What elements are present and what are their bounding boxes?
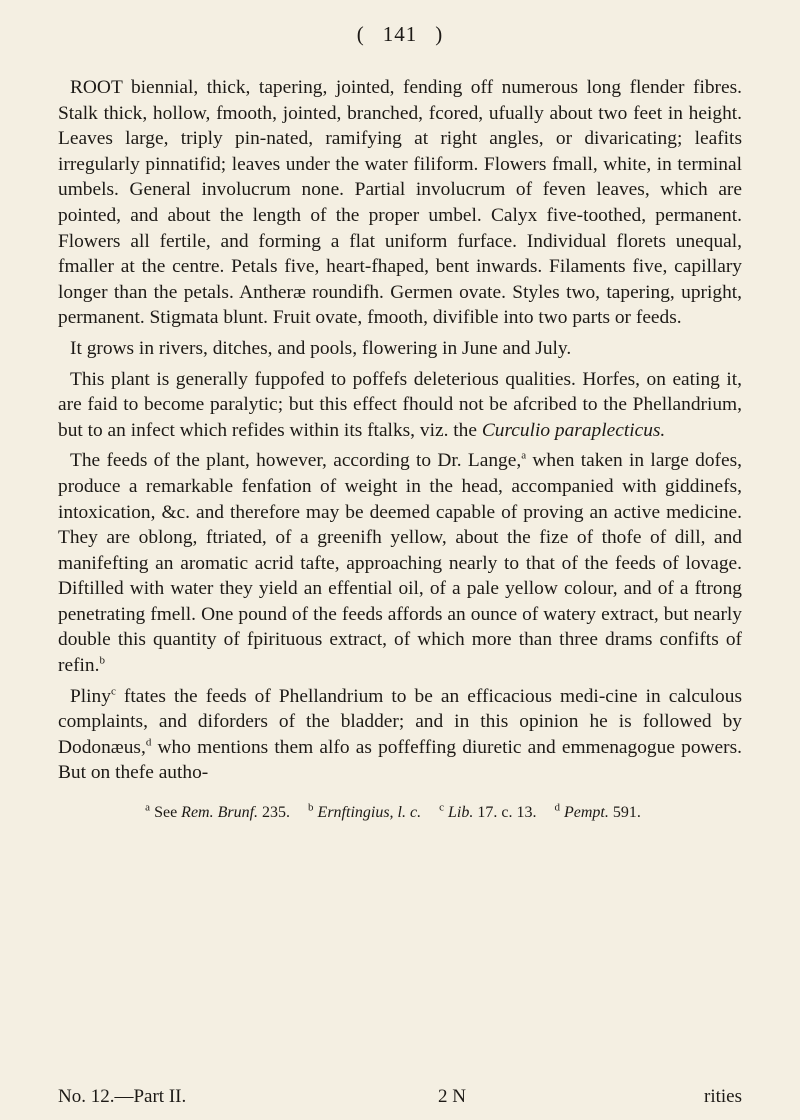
page-footer (58, 1086, 742, 1108)
species-name: Curculio paraplecticus. (481, 419, 666, 441)
footnote-ref-a: a (521, 449, 527, 462)
footnote-ref-d: d (145, 736, 152, 749)
footnote-b: $^b$ Ernftingius, l. c. (308, 801, 422, 822)
footnote-d: $^d$ Pempt. 591. (554, 801, 641, 822)
page-number-header: ( 141 ) (356, 22, 444, 46)
signature-mark: 2 N (438, 1086, 466, 1107)
paragraph-seeds: The feeds of the plant, however, according to Dr. Lange,$^a$ when taken in large dofes, produce a remarkable fenfation of weight in the head, accompanied with giddinefs, intoxication, &c. and therefore may be deemed capable of proving an active medicine. They are oblong, ftriated, of a greenifh yellow, about the fize of thofe of dill, and manifefting an aromatic acrid tafte, approaching nearly to that of the feeds of lovage. Diftilled with water they yield an effential oil, of a pale yellow colour, and of a ftrong penetrating fmell. One pound of the feeds affords an ounce of watery extract, but nearly double this quantity of fpirituous extract, of which more than three drams confifts of refin.$^b$ (58, 449, 742, 677)
footnote-ref-c: c (110, 685, 116, 698)
issue-label: No. 12.—Part II. (58, 1086, 187, 1107)
footnote-ref-b: b (99, 654, 105, 667)
footnotes (58, 802, 742, 824)
page (58, 22, 742, 824)
catchword: rities (704, 1086, 742, 1107)
page-number: 141 (382, 22, 418, 46)
paragraph-pliny: Pliny$^c$ ftates the feeds of Phellandrium to be an efficacious medi-cine in calculous complaints, and diforders of the bladder; and in this opinion he is followed by Dodonæus,$^d$ who mentions them alfo as poffeffing diuretic and emmenagogue powers. But on thefe autho- (58, 685, 742, 784)
paragraph-qualities: This plant is generally fuppofed to poffefs deleterious qualities. Horfes, on eating it, are faid to become paralytic; but this effect fhould not be afcribed to the Phellandrium, but to an infect which refides within its ftalks, viz. the Curculio paraplecticus. (58, 368, 742, 441)
footnote-c: $^c$ Lib. 17. c. 13. (439, 801, 537, 822)
paragraph-habitat: It grows in rivers, ditches, and pools, flowering in June and July. (70, 337, 572, 359)
paragraph-description: ROOT biennial, thick, tapering, jointed, fending off numerous long flender fibres. Stalk thick, hollow, fmooth, jointed, branched, fcored, ufually about two feet in height. Leaves large, triply pin-nated, ramifying at right angles, or divaricating; leafits irregularly pinnatifid; leaves under the water filiform. Flowers fmall, white, in terminal umbels. General involucrum none. Partial involucrum of feven leaves, which are pointed, and about the length of the proper umbel. Calyx five-toothed, permanent. Flowers all fertile, and forming a flat uniform furface. Individual florets unequal, fmaller at the centre. Petals five, heart-fhaped, bent inwards. Filaments five, capillary longer than the petals. Antheræ roundifh. Germen ovate. Styles two, tapering, upright, permanent. Stigmata blunt. Fruit ovate, fmooth, divifible into two parts or feeds. (58, 77, 742, 329)
footnote-a: $^a$ See Rem. Brunf. 235. (145, 801, 291, 822)
